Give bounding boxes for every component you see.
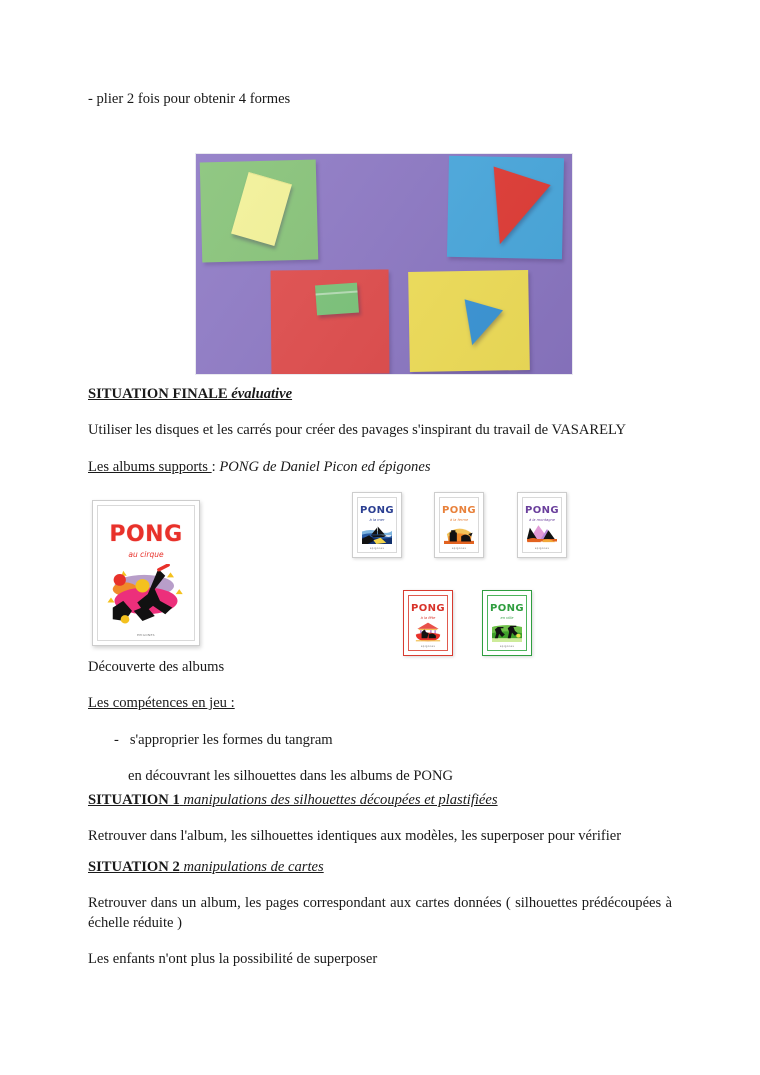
running-figures-illustration-icon bbox=[492, 622, 522, 642]
cover-publisher: epigones bbox=[420, 645, 436, 648]
situation-2-heading bbox=[88, 858, 672, 877]
cover-publisher: EPIGONES bbox=[137, 633, 155, 637]
cover-subtitle: en ville bbox=[500, 616, 514, 620]
situation-finale-body: Utiliser les disques et les carrés pour créer des pavages s'inspirant du travail de VASARELY bbox=[88, 422, 627, 439]
cover-inner-frame bbox=[408, 595, 448, 651]
situation-finale-heading-bold: SITUATION FINALE bbox=[88, 386, 228, 402]
situation-2-heading-italic: manipulations de cartes bbox=[183, 859, 324, 875]
intro-line: - plier 2 fois pour obtenir 4 formes bbox=[88, 91, 291, 107]
cover-title: PONG bbox=[489, 603, 524, 614]
cover-inner-frame bbox=[439, 497, 479, 553]
situation-1-heading-bold: SITUATION 1 bbox=[88, 792, 180, 808]
cover-publisher: epigones bbox=[369, 547, 385, 550]
cover-inner-frame bbox=[487, 595, 527, 651]
cover-subtitle: au cirque bbox=[128, 550, 164, 559]
cover-pong-a-la-montagne bbox=[517, 492, 567, 558]
cover-title: PONG bbox=[109, 522, 183, 547]
cover-publisher: epigones bbox=[534, 547, 550, 550]
cover-subtitle: à la ferme bbox=[449, 518, 469, 522]
cover-artwork-sea bbox=[362, 524, 392, 544]
cover-inner-frame bbox=[97, 505, 195, 641]
situation-2-heading-bold: SITUATION 2 bbox=[88, 859, 180, 875]
competences-block bbox=[88, 658, 672, 803]
cover-pong-a-la-ferme bbox=[434, 492, 484, 558]
cover-title: PONG bbox=[410, 603, 445, 614]
folded-paper-shapes-photo bbox=[196, 154, 572, 374]
circus-illustration-icon bbox=[104, 564, 188, 626]
cover-artwork-farm bbox=[444, 524, 474, 544]
cover-artwork-circus bbox=[104, 564, 188, 626]
cover-title: PONG bbox=[441, 505, 476, 516]
sailboat-illustration-icon bbox=[362, 524, 392, 544]
cover-publisher: epigones bbox=[499, 645, 515, 648]
situation-finale-block bbox=[88, 385, 672, 494]
cover-subtitle: à la fête bbox=[420, 616, 436, 620]
cover-pong-en-ville bbox=[482, 590, 532, 656]
cover-inner-frame bbox=[522, 497, 562, 553]
albums-supports-line bbox=[88, 458, 672, 477]
green-folded-cube bbox=[315, 283, 359, 316]
cover-title: PONG bbox=[524, 505, 559, 516]
mountain-illustration-icon bbox=[527, 524, 557, 544]
situation-1-body: Retrouver dans l'album, les silhouettes identiques aux modèles, les superposer pour vérifier bbox=[88, 828, 622, 845]
cover-subtitle: à la mer bbox=[369, 518, 385, 522]
skills-continuation: en découvrant les silhouettes dans les albums de PONG bbox=[128, 767, 454, 784]
cover-inner-frame bbox=[357, 497, 397, 553]
cover-subtitle: à la montagne bbox=[528, 518, 556, 522]
skills-bullet-dash: - bbox=[114, 731, 119, 748]
discovery-line: Découverte des albums bbox=[88, 659, 225, 675]
situation-1-heading bbox=[88, 791, 672, 810]
albums-supports-value: PONG de Daniel Picon ed épigones bbox=[219, 458, 431, 475]
skills-bullet-item bbox=[114, 731, 672, 750]
situation-2-note: Les enfants n'ont plus la possibilité de superposer bbox=[88, 950, 378, 967]
albums-supports-label: Les albums supports bbox=[88, 458, 212, 475]
situation-1-heading-italic: manipulations des silhouettes découpées et plastifiées bbox=[183, 792, 498, 808]
cover-artwork-mountain bbox=[527, 524, 557, 544]
cover-pong-a-la-mer bbox=[352, 492, 402, 558]
situation-2-body: Retrouver dans un album, les pages correspondant aux cartes données ( silhouettes prédécoupées à échelle réduite ) bbox=[88, 895, 672, 931]
situation-finale-heading-italic: évaluative bbox=[231, 386, 293, 402]
cover-pong-au-cirque bbox=[92, 500, 200, 646]
skills-label bbox=[88, 694, 672, 713]
cover-title: PONG bbox=[359, 505, 394, 516]
carousel-illustration-icon bbox=[413, 622, 443, 642]
situation-1-block bbox=[88, 791, 672, 864]
cover-artwork-carousel bbox=[413, 622, 443, 642]
situation-2-block bbox=[88, 858, 672, 986]
skills-label-text: Les compétences en jeu : bbox=[88, 695, 235, 712]
farm-silhouette-illustration-icon bbox=[444, 524, 474, 544]
albums-supports-colon: : bbox=[211, 458, 220, 475]
cover-pong-a-la-fete bbox=[403, 590, 453, 656]
skills-bullet-text: s'approprier les formes du tangram bbox=[129, 731, 333, 748]
cover-artwork-city bbox=[492, 622, 522, 642]
intro-block bbox=[88, 90, 672, 126]
photo-canvas bbox=[196, 154, 572, 374]
cover-publisher: epigones bbox=[451, 547, 467, 550]
situation-finale-heading bbox=[88, 385, 672, 404]
